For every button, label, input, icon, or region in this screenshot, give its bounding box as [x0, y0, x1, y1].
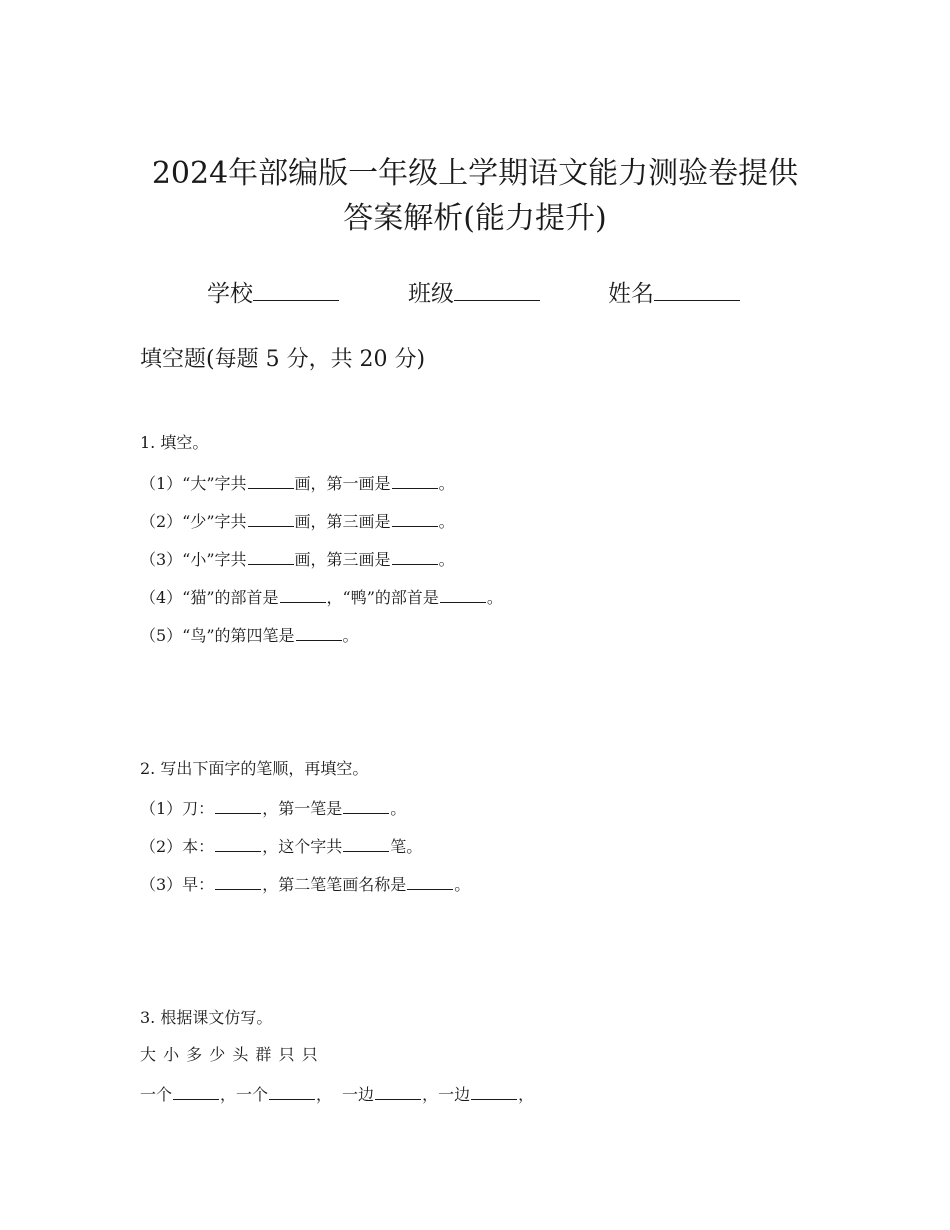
answer-blank[interactable]: [296, 622, 342, 641]
answer-blank[interactable]: [215, 871, 261, 890]
page-title-line2: 答案解析(能力提升): [343, 201, 607, 236]
q1-item-1: （1）“大”字共 画，第一画是 。: [140, 470, 455, 496]
answer-blank[interactable]: [392, 508, 438, 527]
q1-item-3: （3）“小”字共 画，第三画是 。: [140, 546, 455, 572]
class-blank[interactable]: [454, 274, 540, 301]
answer-blank[interactable]: [375, 1081, 421, 1100]
school-field[interactable]: [207, 274, 339, 311]
q2-stem: 2. 写出下面字的笔顺，再填空。: [140, 759, 369, 778]
q1-item-5: （5）“鸟”的第四笔是 。: [140, 622, 359, 648]
q2-item-1: （1）刀： ，第一笔是 。: [140, 795, 406, 821]
answer-blank[interactable]: [248, 546, 294, 565]
answer-blank[interactable]: [407, 871, 453, 890]
name-field[interactable]: [608, 274, 740, 311]
answer-blank[interactable]: [471, 1081, 517, 1100]
q1-stem: 1. 填空。: [140, 433, 209, 452]
answer-blank[interactable]: [280, 584, 326, 603]
answer-blank[interactable]: [215, 833, 261, 852]
answer-blank[interactable]: [173, 1081, 219, 1100]
answer-blank[interactable]: [392, 546, 438, 565]
answer-blank[interactable]: [248, 470, 294, 489]
answer-blank[interactable]: [269, 1081, 315, 1100]
section-heading: 填空题(每题 5 分，共 20 分): [140, 347, 426, 372]
answer-blank[interactable]: [343, 795, 389, 814]
q2-item-3: （3）早： ，第二笔笔画名称是 。: [140, 871, 470, 897]
q1-item-2: （2）“少”字共 画，第三画是 。: [140, 508, 455, 534]
school-blank[interactable]: [253, 274, 339, 301]
school-label: 学校: [207, 281, 253, 307]
name-blank[interactable]: [654, 274, 740, 301]
answer-blank[interactable]: [392, 470, 438, 489]
q3-stem: 3. 根据课文仿写。: [140, 1008, 273, 1027]
q3-imitation-line: 一个 ，一个 ， 一边 ，一边 ，: [140, 1081, 534, 1107]
q3-word-bank: 大 小 多 少 头 群 只 只: [140, 1045, 318, 1064]
page-title-line1: 2024年部编版一年级上学期语文能力测验卷提供: [151, 156, 799, 191]
answer-blank[interactable]: [248, 508, 294, 527]
class-field[interactable]: [408, 274, 540, 311]
q2-item-2: （2）本： ，这个字共 笔。: [140, 833, 422, 859]
name-label: 姓名: [608, 281, 654, 307]
q1-item-4: （4）“猫”的部首是 ，“鸭”的部首是 。: [140, 584, 503, 610]
answer-blank[interactable]: [215, 795, 261, 814]
answer-blank[interactable]: [343, 833, 389, 852]
class-label: 班级: [408, 281, 454, 307]
answer-blank[interactable]: [440, 584, 486, 603]
